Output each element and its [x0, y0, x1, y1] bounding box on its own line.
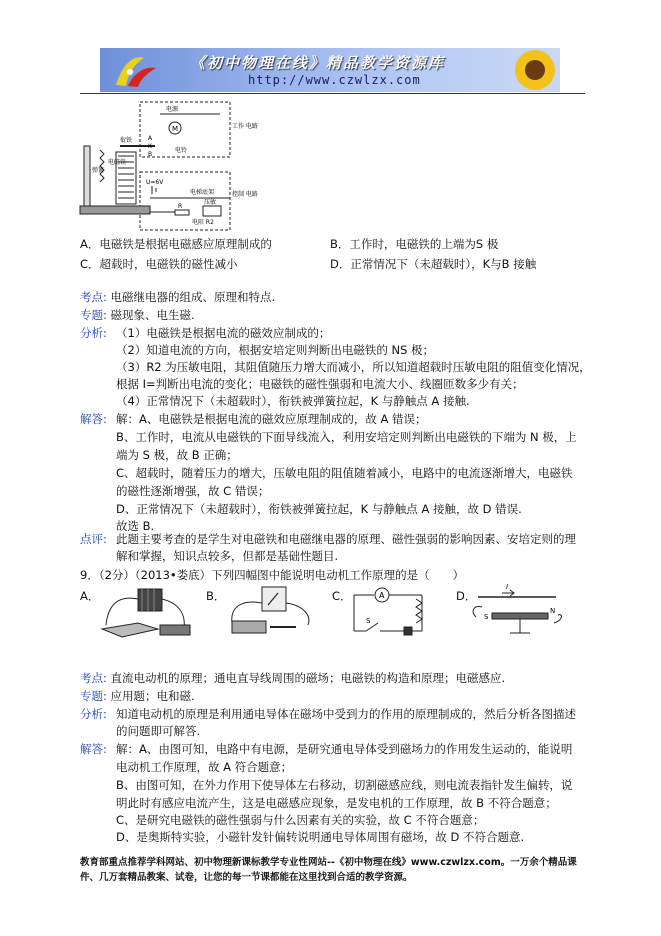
banner-title: 《初中物理在线》精品教学资源库 [190, 54, 446, 72]
q8-dianping-2: 解和掌握，知识点较多，但都是基础性题目. [116, 549, 339, 563]
footer-line-2: 件、几万套精品教案、试卷，让您的每一节课都能在这里找到合适的教学资源。 [80, 872, 413, 883]
label-work-circuit: 工作 电路 [232, 123, 258, 130]
header-banner [100, 48, 560, 92]
q8-zhuanti [80, 307, 195, 323]
q9-kaodian [80, 670, 505, 686]
label-elevator-base: 电梯底架 [190, 189, 215, 196]
q9-fenxi-tag-text: 分析: [80, 707, 107, 721]
q9-stem: 9．（2分）（2013•娄底）下列四幅图中能说明电动机工作原理的是（ ） [80, 568, 465, 582]
dianping-tag-text: 点评: [80, 532, 107, 546]
kaodian-tag: 考点: [80, 290, 107, 304]
q9-figure-a [98, 585, 196, 641]
label-switch: S [366, 617, 371, 625]
header-rule [80, 93, 585, 94]
kaodian-text: 电磁继电器的组成、原理和特点. [110, 290, 276, 304]
q8-fenxi-3: （3）R2 为压敏电阻，其阻值随压力增大而减小，所以知道超载时压敏电阻的阻值变化情况， [116, 360, 591, 374]
q9-jieda-3: B、由图可知，在外力作用下使导体左右移动，切割磁感应线，则电流表指针发生偏转，说 [116, 778, 573, 792]
zhuanti-tag: 专题: [80, 308, 107, 322]
q9-jieda-1: 解：A、由图可知，电路中有电源，是研究通电导体受到磁场力的作用发生运动的，能说明 [116, 742, 573, 756]
q8-fenxi-2: （2）知道电流的方向，根据安培定则判断出电磁铁的 NS 极； [116, 343, 435, 357]
q9-jieda-5: C、是研究电磁铁的磁性强弱与什么因素有关的实验，故 C 不符合题意； [116, 813, 485, 827]
q8-option-d: D．正常情况下（未超载时），K与B 接触 [330, 257, 537, 271]
q9-jieda-tag [80, 741, 107, 757]
q8-dianping-1: 此题主要考查的是学生对电磁铁和电磁继电器的原理、磁性强弱的影响因素、安培定则的理 [116, 532, 576, 546]
label-power: 电源 [166, 106, 179, 113]
q9-kaodian-text: 直流电动机的原理；通电直导线周围的磁场；电磁铁的构造和原理；电磁感应. [110, 671, 506, 685]
fenxi-tag-text: 分析: [80, 326, 107, 340]
q8-jieda-6: D、正常情况下（未超载时），衔铁被弹簧拉起，K 与静触点 A 接触，故 D 错误. [116, 502, 522, 516]
q8-fenxi-tag [80, 325, 107, 341]
label-pressure: 压敏 [204, 199, 217, 206]
q9-option-b: B． [206, 589, 226, 603]
q8-fenxi-4: 根据 I=判断出电流的变化；电磁铁的磁性强弱和电流大小、线圈匝数多少有关； [116, 377, 524, 391]
q9-figure-d [470, 583, 570, 641]
banner-url: http://www.czwlzx.com [248, 73, 421, 87]
q8-fenxi-5: （4）正常情况下（未超载时），衔铁被弹簧拉起，K 与静触点 A 接触. [116, 394, 470, 408]
label-k: K [148, 143, 152, 150]
label-spring: 弹簧 [92, 167, 105, 174]
footer-line-1: 教育部重点推荐学科网站、初中物理新课标教学专业性网站--《初中物理在线》www.czwlzx.com。一万余个精品课 [80, 857, 577, 868]
label-resistor-r: R [178, 203, 183, 210]
q9-kaodian-tag: 考点: [80, 671, 107, 685]
label-control-circuit: 控制 电路 [232, 191, 258, 198]
q9-zhuanti-tag: 专题: [80, 689, 107, 703]
q9-option-d: D． [456, 589, 477, 603]
q9-jieda-2: 电动机工作原理，故 A 符合题意； [116, 760, 293, 774]
q9-fenxi-2: 的问题即可解答. [116, 724, 201, 738]
label-ammeter: A [379, 591, 385, 600]
q9-option-c: C． [332, 589, 352, 603]
q8-kaodian [80, 289, 275, 305]
q8-jieda-7: 故选 B. [116, 519, 155, 533]
label-north: N [550, 607, 556, 615]
q8-jieda-1: 解：A、电磁铁是根据电流的磁效应原理制成的，故 A 错误； [116, 412, 427, 426]
label-armature: 衔铁 [120, 137, 133, 144]
q8-jieda-tag [80, 411, 107, 427]
page-footer [80, 855, 590, 885]
q8-jieda-3: 端为 S 极，故 B 正确； [116, 448, 238, 462]
q9-jieda-4: 明此时有感应电流产生，这是电磁感应现象，是发电机的工作原理，故 B 不符合题意； [116, 796, 557, 810]
q9-zhuanti-text: 应用题；电和磁. [110, 689, 195, 703]
label-voltage: U=6V [146, 179, 164, 186]
q8-fenxi-1: （1）电磁铁是根据电流的磁效应制成的； [116, 326, 331, 340]
label-bell: 电铃 [175, 147, 188, 154]
label-electromagnet: 电磁铁 [108, 159, 127, 166]
label-south: S [484, 613, 489, 621]
q9-figure-b [222, 585, 322, 641]
sunflower-icon [505, 48, 560, 92]
q8-jieda-4: C、超载时，随着压力的增大，压敏电阻的阻值随着减小，电路中的电流逐渐增大，电磁铁 [116, 466, 573, 480]
q9-figure-c [344, 585, 444, 641]
q9-fenxi-1: 知道电动机的原理是利用通电导体在磁场中受到力的作用的原理制成的，然后分析各图描述 [116, 707, 576, 721]
label-b: B [148, 151, 153, 158]
q9-fenxi-tag [80, 706, 107, 722]
q9-option-a: A． [80, 589, 100, 603]
q8-dianping-tag [80, 531, 107, 547]
q8-option-b: B．工作时，电磁铁的上端为S 极 [330, 237, 499, 251]
jieda-tag-text: 解答: [80, 412, 107, 426]
label-motor: M [172, 125, 179, 133]
q8-option-a: A．电磁铁是根据电磁感应原理制成的 [80, 237, 272, 251]
label-resistor-r2: 电阻 R2 [192, 219, 214, 226]
q9-jieda-6: D、是奥斯特实验，小磁针发针偏转说明通电导体周围有磁场，故 D 不符合题意. [116, 830, 525, 844]
q8-option-c: C．超载时，电磁铁的磁性减小 [80, 257, 238, 271]
q8-jieda-5: 的磁性逐渐增强，故 C 错误； [116, 484, 270, 498]
label-current: I [506, 583, 509, 591]
q9-jieda-tag-text: 解答: [80, 742, 107, 756]
zhuanti-text: 磁现象、电生磁. [110, 308, 195, 322]
q8-jieda-2: B、工作时，电流从电磁铁的下面导线流入，利用安培定则判断出电磁铁的下端为 N 极，上 [116, 430, 577, 444]
q9-zhuanti [80, 688, 195, 704]
electromagnetic-relay-diagram [80, 100, 258, 232]
logo-icon [106, 50, 166, 90]
label-a: A [148, 135, 153, 142]
